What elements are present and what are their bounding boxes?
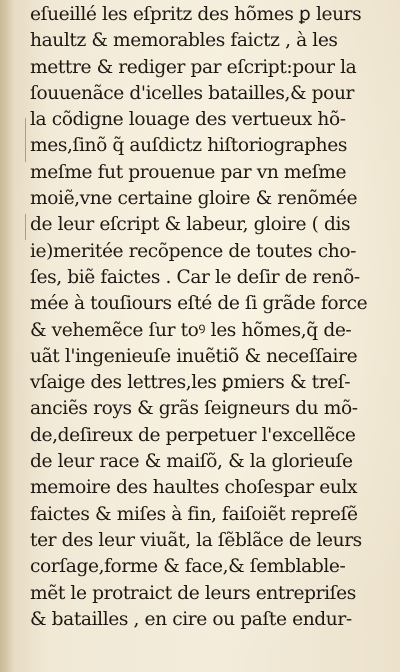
text-line: mettre & rediger par eſcript:pour la: [30, 56, 357, 78]
text-line: haultz & memorables faictz , à les: [30, 30, 338, 52]
text-line: eſueillé les eſpritz des hõmes ꝑ leurs: [30, 4, 362, 25]
text-line: de,deſireux de perpetuer l'excellẽce: [30, 424, 356, 446]
text-line: uãt l'ingenieuſe inuẽtiõ & neceſſaire: [30, 345, 358, 367]
text-line: & vehemẽce ſur toꝰ les hõmes,q̃ de-: [30, 319, 352, 341]
body-text: [30, 2, 382, 633]
text-line: ter des leur viuãt, la ſẽblãce de leurs: [30, 529, 362, 551]
text-line: moiẽ,vne certaine gloire & renõmée: [30, 188, 358, 210]
text-line: ſouuenãce d'icelles batailles,& pour: [30, 82, 355, 104]
text-line: faictes & miſes à fin, faiſoiẽt repreſẽ: [30, 503, 358, 525]
text-line: meſme fut prouenue par vn meſme: [30, 161, 347, 183]
margin-pencil-mark: [25, 214, 26, 240]
text-line: mée à touſiours eſté de ſi grãde force: [30, 293, 368, 315]
margin-pencil-mark: [25, 118, 26, 162]
text-line: de leur race & maiſõ, & la glorieuſe: [30, 451, 353, 473]
text-line: memoire des haultes choſespar eulx: [30, 477, 358, 499]
text-line: mẽt le protraict de leurs entrepriſes: [30, 582, 356, 604]
text-line: corſage,forme & face,& ſemblable-: [30, 556, 346, 578]
text-line: la cõdigne louage des vertueux hõ-: [30, 109, 346, 131]
text-line: ſes, biẽ faictes . Car le deſir de renõ-: [30, 266, 360, 288]
text-line: & batailles , en cire ou paſte endur-: [30, 608, 352, 630]
page-gutter-shadow: [0, 0, 14, 672]
text-line: ie)meritée recõpence de toutes cho-: [30, 240, 357, 262]
text-line: de leur eſcript & labeur, gloire ( dis: [30, 214, 351, 236]
text-line: anciẽs roys & grãs ſeigneurs du mõ-: [30, 398, 358, 420]
text-line: vſaige des lettres,les ꝑmiers & treſ-: [30, 372, 351, 394]
text-line: mes,ſinõ q̃ auſdictz hiſtoriographes: [30, 135, 347, 157]
